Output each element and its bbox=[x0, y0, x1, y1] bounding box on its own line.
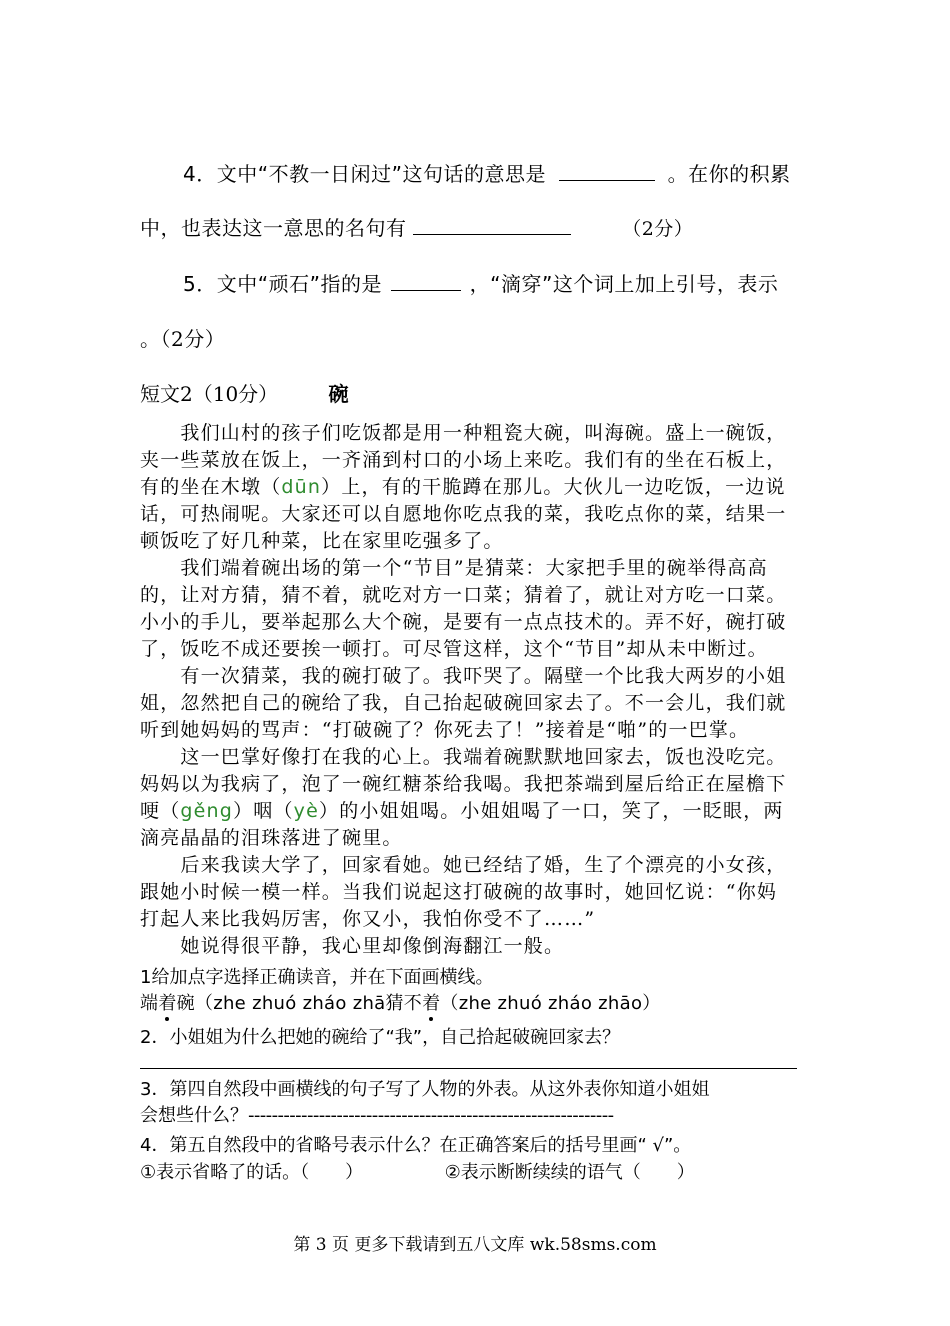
question-4-line-1 bbox=[183, 158, 791, 187]
pinyin-annotation: gěng bbox=[180, 800, 234, 822]
passage-section-label: 短文2（10分） bbox=[140, 382, 279, 406]
passage-line bbox=[140, 445, 786, 472]
passage-text: 我们端着碗出场的第一个“节目”是猜菜：大家把手里的碗举得高高 bbox=[140, 557, 768, 579]
passage-text: 小小的手儿，要举起那么大个碗，是要有一点点技术的。弄不好，碗打破 bbox=[140, 611, 787, 633]
passage-text: 顿饭吃了好几种菜，比在家里吃强多了。 bbox=[140, 530, 504, 552]
answer-blank[interactable] bbox=[391, 272, 461, 291]
passage-line bbox=[140, 661, 786, 688]
passage-line bbox=[140, 634, 768, 661]
pinyin-annotation: yè bbox=[293, 800, 320, 822]
page-footer: 第 3 页 更多下载请到五八文库 wk.58sms.com bbox=[293, 1235, 657, 1255]
passage-title: 碗 bbox=[328, 382, 349, 406]
question-5-text-cont: ，“滴穿”这个词上加上引号，表示 bbox=[469, 272, 779, 296]
passage-line bbox=[140, 580, 786, 607]
exercise-3-text-2: 会想些什么？ bbox=[140, 1105, 248, 1126]
passage-text: 我们山村的孩子们吃饭都是用一种粗瓷大碗，叫海碗。盛上一碗饭， bbox=[140, 422, 787, 444]
passage-text: 打起人来比我妈厉害，你又小，我怕你受不了……” bbox=[140, 908, 596, 930]
exercise-text: 端 bbox=[140, 993, 159, 1014]
passage-line bbox=[140, 931, 564, 958]
passage-text: 哽（ bbox=[140, 800, 181, 822]
passage-text: 听到她妈妈的骂声：“打破碗了？你死去了！”接着是“啪”的一巴掌。 bbox=[140, 719, 750, 741]
passage-text: 后来我读大学了，回家看她。她已经结了婚，生了个漂亮的小女孩， bbox=[140, 854, 787, 876]
passage-text: 话，可热闹呢。大家还可以自愿地你吃点我的菜，我吃点你的菜，结果一 bbox=[140, 503, 787, 525]
passage-text: 妈妈以为我病了，泡了一碗红糖茶给我喝。我把茶端到屋后给正在屋檐下 bbox=[140, 773, 787, 795]
question-4-line-2 bbox=[140, 212, 693, 241]
score-label: （2分） bbox=[622, 218, 694, 240]
question-5-text: 5．文中“顽石”指的是 bbox=[183, 272, 382, 296]
question-4-text-2: 中，也表达这一意思的名句有 bbox=[140, 216, 407, 240]
passage-line bbox=[140, 823, 403, 850]
passage-line bbox=[140, 715, 749, 742]
exercise-4 bbox=[140, 1131, 691, 1157]
pronunciation-options: （zhe zhuó zháo zhāo） bbox=[440, 993, 661, 1014]
passage-line bbox=[140, 472, 786, 499]
exercise-2 bbox=[140, 1023, 620, 1049]
dotted-character: 着 bbox=[422, 989, 440, 1015]
exercise-3-text: 3．第四自然段中画横线的句子写了人物的外表。从这外表你知道小姐姐 bbox=[140, 1079, 710, 1100]
passage-text: 的，让对方猜，猜不着，就吃对方一口菜；猜着了，就让对方吃一口菜。 bbox=[140, 584, 787, 606]
passage-heading bbox=[140, 378, 349, 407]
question-5-line-2 bbox=[140, 323, 225, 352]
passage-line bbox=[140, 607, 786, 634]
passage-line bbox=[140, 904, 595, 931]
exercise-4-text: 4．第五自然段中的省略号表示什么？在正确答案后的括号里画“ √”。 bbox=[140, 1135, 692, 1156]
passage-line bbox=[140, 553, 768, 580]
exercise-1 bbox=[140, 963, 493, 989]
exercise-3-line-1 bbox=[140, 1075, 709, 1101]
passage-line bbox=[140, 769, 786, 796]
exercise-4-options bbox=[140, 1158, 695, 1184]
passage-text: 了，饭吃不成还要挨一顿打。可尽管这样，这个“节目”却从未中断过。 bbox=[140, 638, 768, 660]
passage-text: 姐，忽然把自己的碗给了我，自己抬起破碗回家去了。不一会儿，我们就 bbox=[140, 692, 787, 714]
exercise-2-text: 2．小姐姐为什么把她的碗给了“我”，自己拾起破碗回家去？ bbox=[140, 1027, 621, 1048]
passage-line bbox=[140, 877, 777, 904]
option-1[interactable]: ①表示省略了的话。（ ） bbox=[140, 1162, 364, 1183]
exercise-text: 猜不 bbox=[385, 993, 423, 1014]
passage-text: 夹一些菜放在饭上，一齐涌到村口的小场上来吃。我们有的坐在石板上， bbox=[140, 449, 787, 471]
passage-line bbox=[140, 850, 786, 877]
passage-text: 她说得很平静，我心里却像倒海翻江一般。 bbox=[140, 935, 565, 957]
passage-line bbox=[140, 742, 786, 769]
passage-text: 滴亮晶晶的泪珠落进了碗里。 bbox=[140, 827, 403, 849]
passage-line bbox=[140, 526, 504, 553]
exercise-3-line-2 bbox=[140, 1101, 614, 1127]
question-5-line-1 bbox=[183, 268, 778, 297]
passage-text: ）的小姐姐喝。小姐姐喝了一口，笑了，一眨眼，两 bbox=[319, 800, 784, 822]
passage-line bbox=[140, 688, 786, 715]
answer-blank[interactable] bbox=[559, 162, 655, 181]
passage-line bbox=[140, 418, 786, 445]
exercise-1-text: 1给加点字选择正确读音，并在下面画横线。 bbox=[140, 967, 494, 988]
option-2[interactable]: ②表示断断续续的语气（ ） bbox=[444, 1162, 695, 1183]
passage-line bbox=[140, 796, 784, 823]
passage-text: ）咽（ bbox=[233, 800, 294, 822]
pronunciation-options: 碗（zhe zhuó zháo zhā bbox=[176, 993, 386, 1014]
passage-text: 有一次猜菜，我的碗打破了。我吓哭了。隔壁一个比我大两岁的小姐 bbox=[140, 665, 787, 687]
passage-text: 跟她小时候一模一样。当我们说起这打破碗的故事时，她回忆说：“你妈 bbox=[140, 881, 778, 903]
question-4-text-cont: 。在你的积累 bbox=[667, 162, 791, 186]
question-5-text-2: 。（2分） bbox=[140, 327, 226, 351]
passage-line bbox=[140, 499, 786, 526]
answer-blank[interactable] bbox=[413, 216, 571, 235]
pinyin-annotation: dūn bbox=[281, 476, 322, 498]
answer-line[interactable] bbox=[140, 1068, 797, 1069]
passage-text: 这一巴掌好像打在我的心上。我端着碗默默地回家去，饭也没吃完。 bbox=[140, 746, 787, 768]
passage-text: 有的坐在木墩（ bbox=[140, 476, 282, 498]
question-4-text: 4．文中“不教一日闲过”这句话的意思是 bbox=[183, 162, 546, 186]
answer-dash-line[interactable]: -------------------------------------------------------------- bbox=[248, 1105, 614, 1126]
exercise-1-options bbox=[140, 989, 661, 1015]
passage-text: ）上，有的干脆蹲在那儿。大伙儿一边吃饭，一边说 bbox=[321, 476, 786, 498]
dotted-character: 着 bbox=[158, 989, 176, 1015]
